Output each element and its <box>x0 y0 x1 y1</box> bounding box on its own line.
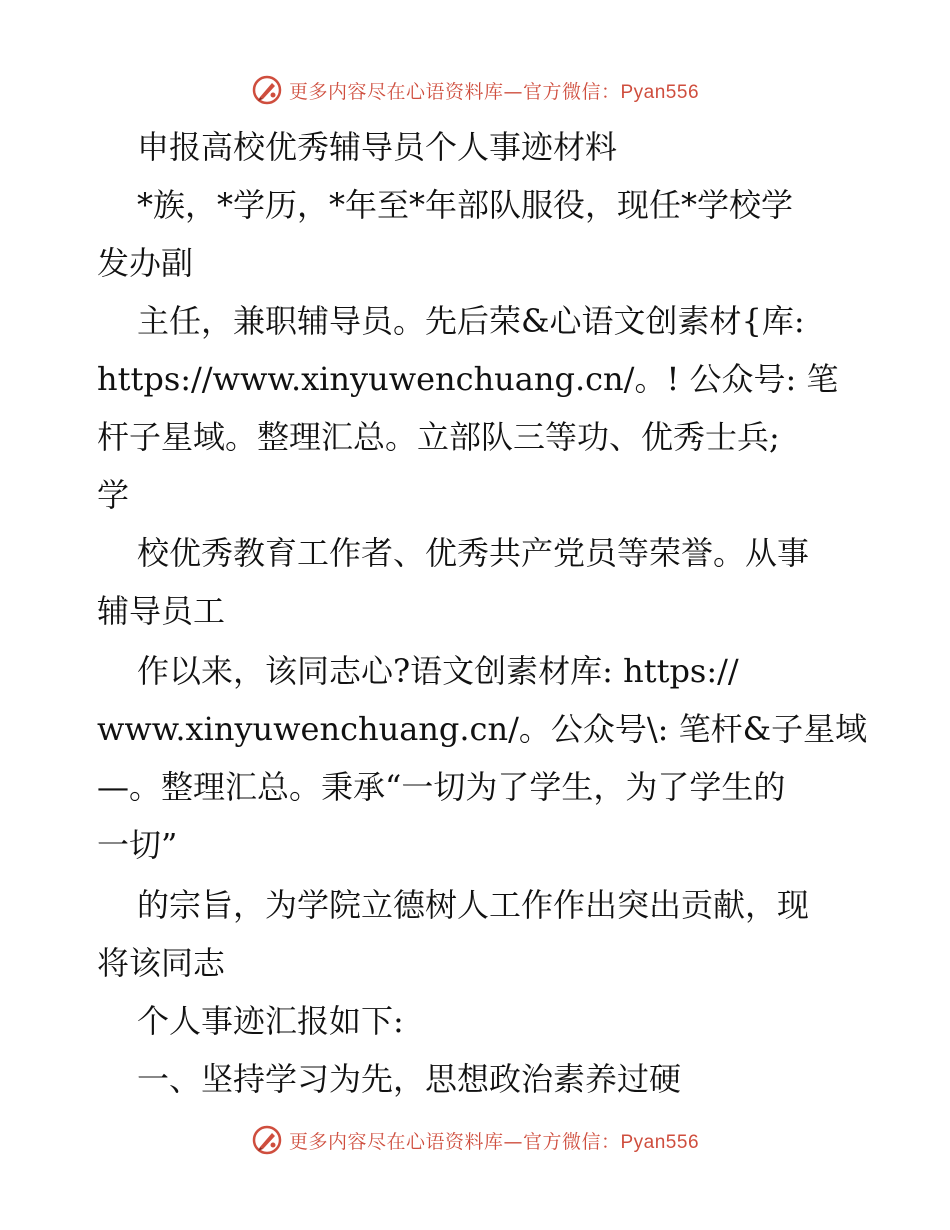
paragraph-line: 一切” <box>97 826 178 864</box>
paragraph-line: 发办副 <box>97 244 194 282</box>
header-watermark <box>0 70 950 110</box>
pen-logo-icon <box>251 1124 283 1156</box>
paragraph-line: 作以来，该同志心?语文创素材库: https:// <box>137 652 739 690</box>
watermark-handle: Pyan556 <box>620 1131 700 1153</box>
paragraph-line: 个人事迹汇报如下: <box>137 1002 404 1040</box>
footer-watermark <box>0 1120 950 1160</box>
paragraph-line: 主任，兼职辅导员。先后荣&心语文创素材{库: <box>137 302 805 340</box>
paragraph-line: www.xinyuwenchuang.cn/。公众号\: 笔杆&子星域 <box>97 710 868 748</box>
paragraph-line: 的宗旨，为学院立德树人工作作出突出贡献，现 <box>137 886 810 924</box>
watermark-handle: Pyan556 <box>620 81 700 103</box>
paragraph-line: —。整理汇总。秉承“一切为了学生，为了学生的 <box>97 768 786 806</box>
paragraph-line: *族，*学历，*年至*年部队服役，现任*学校学 <box>137 186 794 224</box>
paragraph-line: 将该同志 <box>97 944 226 982</box>
paragraph-line: https://www.xinyuwenchuang.cn/。! 公众号: 笔 <box>97 360 839 398</box>
watermark-text: 更多内容尽在心语资料库—官方微信： <box>288 1130 621 1153</box>
pen-logo-icon <box>251 74 283 106</box>
paragraph-line: 辅导员工 <box>97 592 226 630</box>
watermark-text: 更多内容尽在心语资料库—官方微信： <box>288 80 621 103</box>
section-heading: 一、坚持学习为先，思想政治素养过硬 <box>137 1060 682 1098</box>
paragraph-line: 杆子星域。整理汇总。立部队三等功、优秀士兵; <box>97 418 780 456</box>
paragraph-line: 校优秀教育工作者、优秀共产党员等荣誉。从事 <box>137 534 810 572</box>
document-title: 申报高校优秀辅导员个人事迹材料 <box>137 128 618 166</box>
paragraph-line: 学 <box>97 476 130 514</box>
